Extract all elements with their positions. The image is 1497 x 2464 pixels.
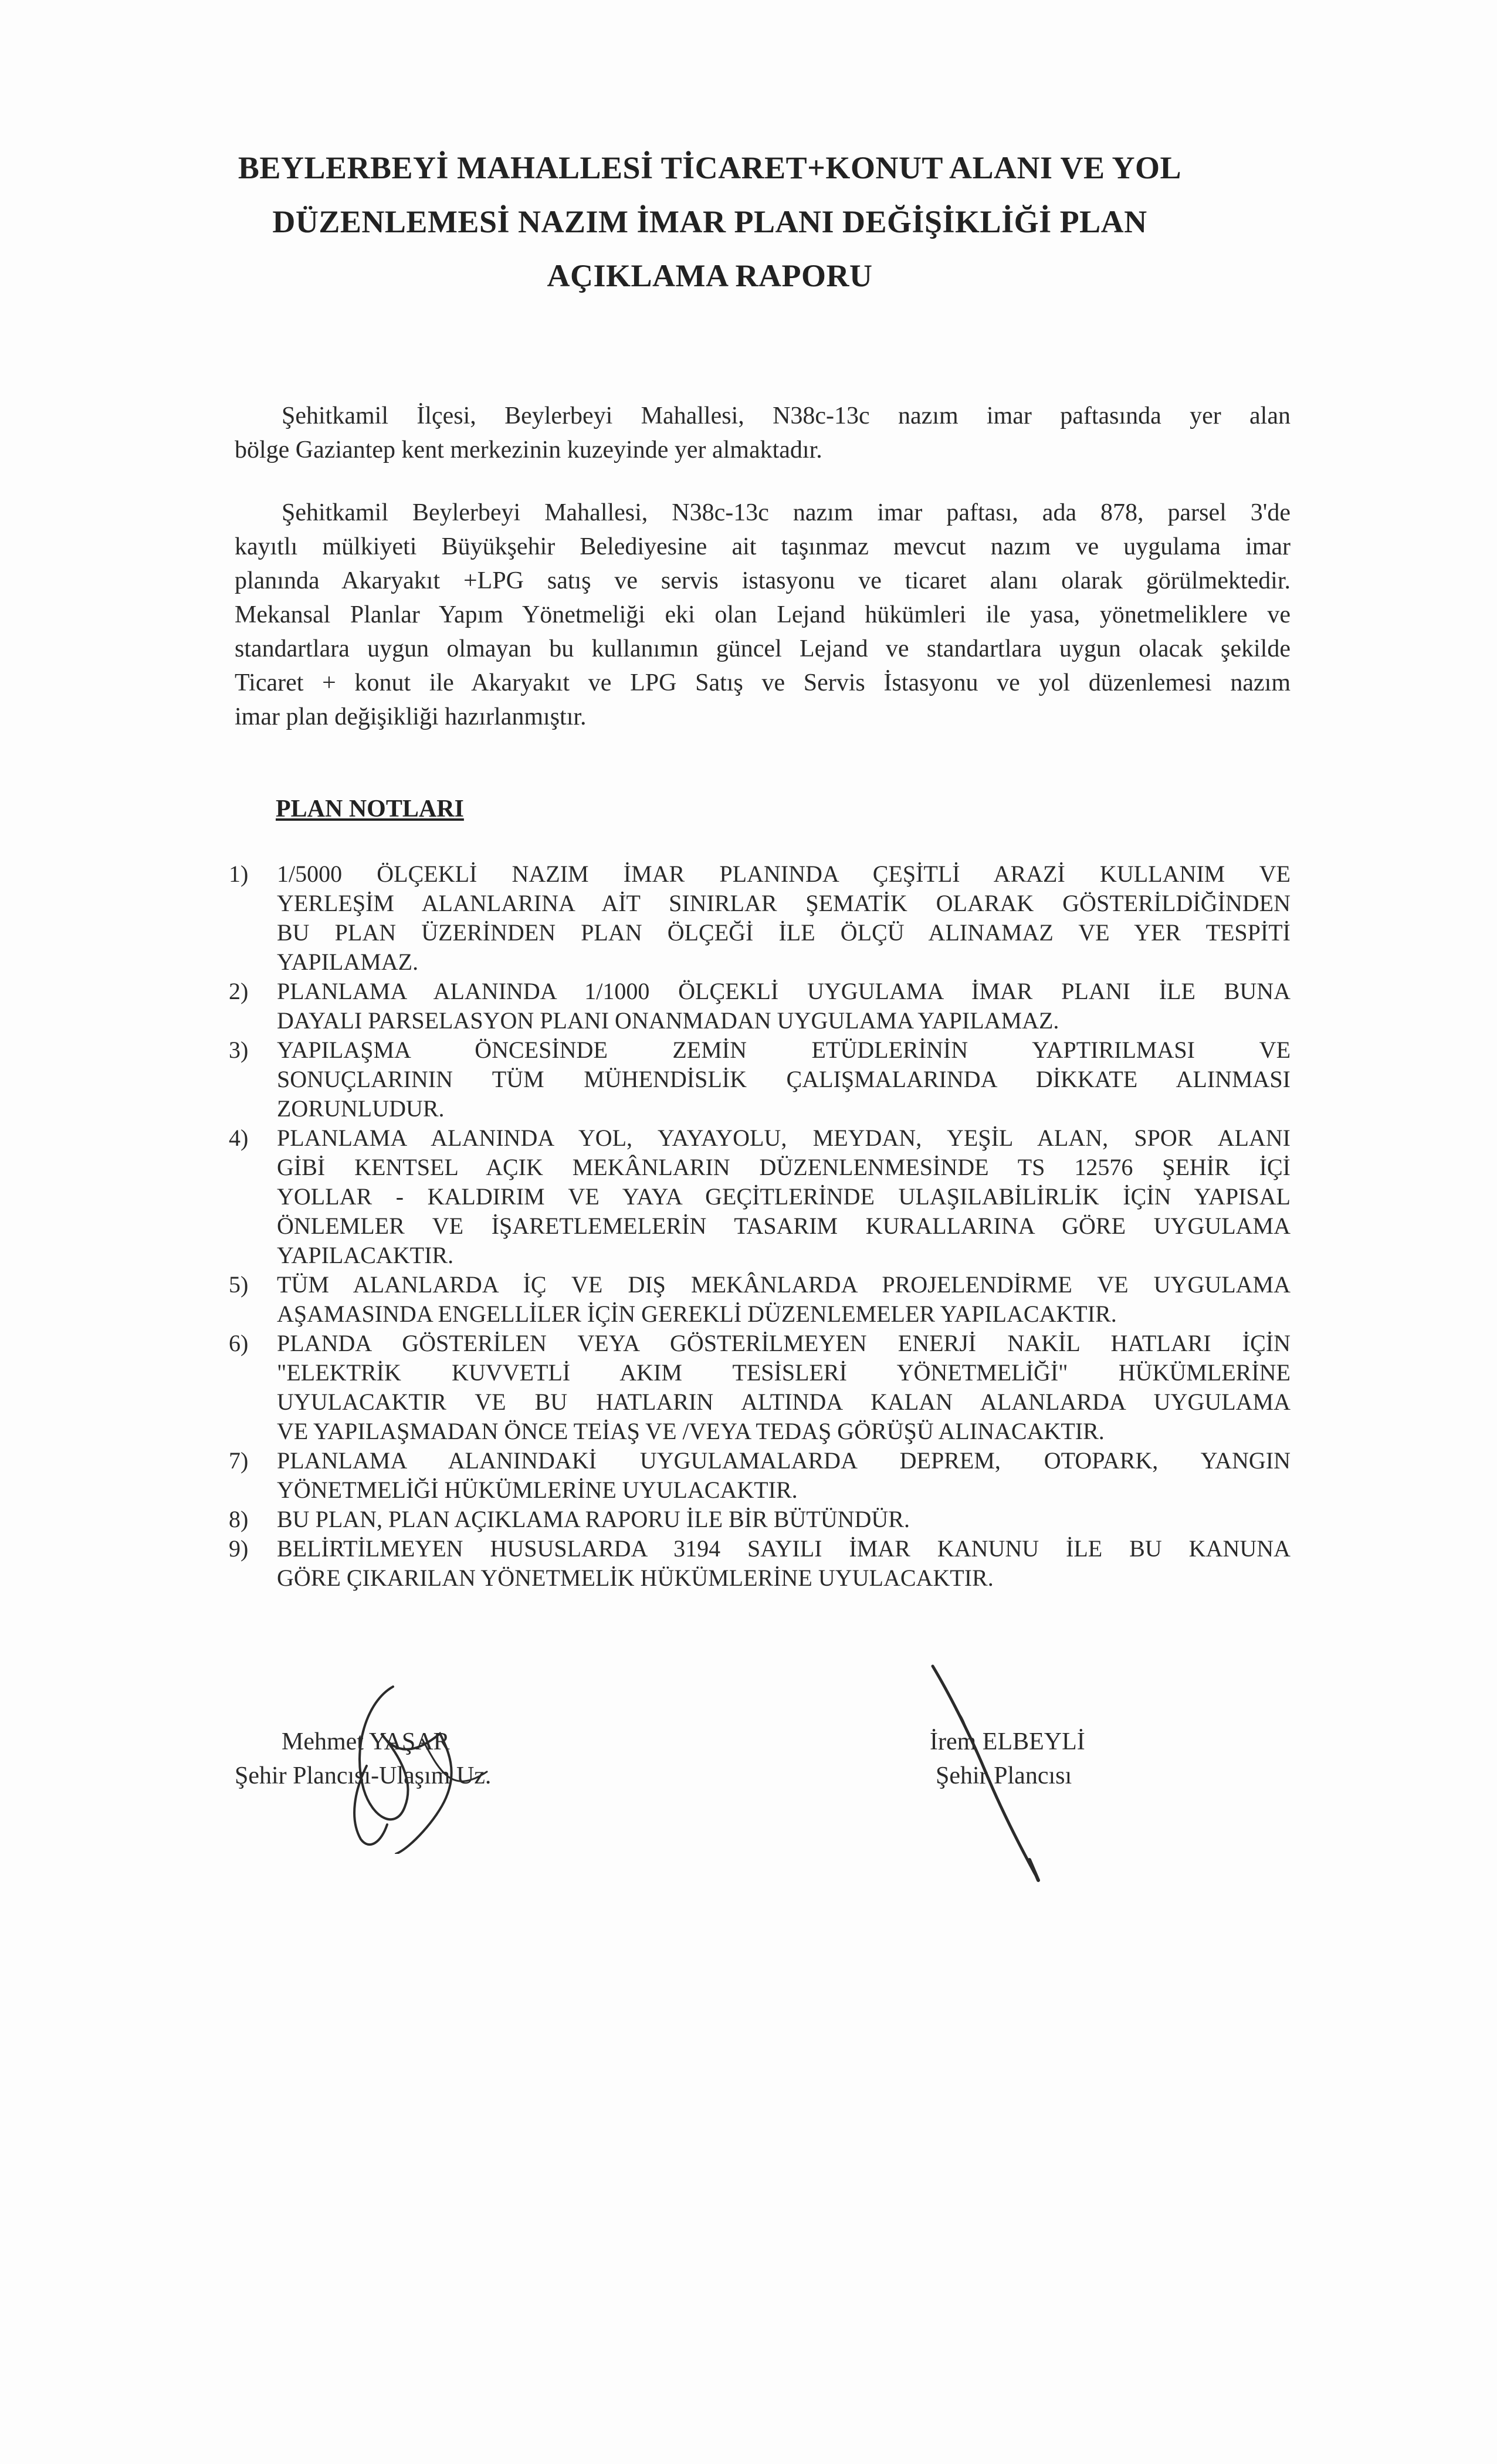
report-title-line-1: BEYLERBEYİ MAHALLESİ TİCARET+KONUT ALANI VE YOL xyxy=(238,150,1182,185)
plan-note-line: GİBİ KENTSEL AÇIK MEKÂNLARIN DÜZENLENMESİNDE TS 12576 ŞEHİR İÇİ xyxy=(277,1154,1291,1180)
plan-note-item xyxy=(229,1446,1291,1505)
description-paragraph-line: kayıtlı mülkiyeti Büyükşehir Belediyesine ait taşınmaz mevcut nazım ve uygulama imar xyxy=(235,533,1291,560)
plan-note-line: BU PLAN, PLAN AÇIKLAMA RAPORU İLE BİR BÜTÜNDÜR. xyxy=(277,1506,910,1532)
plan-note-line: YÖNETMELİĞİ HÜKÜMLERİNE UYULACAKTIR. xyxy=(277,1477,798,1503)
intro-paragraph-line: bölge Gaziantep kent merkezinin kuzeyinde yer almaktadır. xyxy=(235,436,822,463)
plan-note-item xyxy=(229,1505,1291,1534)
plan-note-line: BU PLAN ÜZERİNDEN PLAN ÖLÇEĞİ İLE ÖLÇÜ ALINAMAZ VE YER TESPİTİ xyxy=(277,919,1291,946)
plan-note-line: AŞAMASINDA ENGELLİLER İÇİN GEREKLİ DÜZENLEMELER YAPILACAKTIR. xyxy=(277,1301,1117,1327)
plan-note-line: UYULACAKTIR VE BU HATLARIN ALTINDA KALAN ALANLARDA UYGULAMA xyxy=(277,1389,1291,1415)
description-paragraph xyxy=(235,496,1291,734)
handwritten-signature-right xyxy=(915,1660,1068,1883)
plan-note-line: YAPILAŞMA ÖNCESİNDE ZEMİN ETÜDLERİNİN YAPTIRILMASI VE xyxy=(277,1037,1291,1063)
plan-notes-list xyxy=(229,859,1291,1593)
plan-note-line: BELİRTİLMEYEN HUSUSLARDA 3194 SAYILI İMAR KANUNU İLE BU KANUNA xyxy=(277,1535,1291,1562)
plan-note-item xyxy=(229,1270,1291,1329)
plan-note-line: PLANLAMA ALANINDA 1/1000 ÖLÇEKLİ UYGULAMA İMAR PLANI İLE BUNA xyxy=(277,978,1291,1004)
signatory-title: Şehir Plancısı xyxy=(936,1762,1072,1789)
plan-note-line: YOLLAR - KALDIRIM VE YAYA GEÇİTLERİNDE ULAŞILABİLİRLİK İÇİN YAPISAL xyxy=(277,1183,1291,1210)
report-title xyxy=(176,141,1244,303)
plan-note-number: 7) xyxy=(229,1447,249,1474)
plan-note-line: VE YAPILAŞMADAN ÖNCE TEİAŞ VE /VEYA TEDAŞ GÖRÜŞÜ ALINACAKTIR. xyxy=(277,1418,1105,1444)
intro-paragraph xyxy=(235,399,1291,467)
description-paragraph-line: standartlara uygun olmayan bu kullanımın güncel Lejand ve standartlara uygun olacak şekilde xyxy=(235,635,1291,662)
plan-notes-heading: PLAN NOTLARI xyxy=(276,796,464,823)
handwritten-signature-left xyxy=(246,1678,551,1854)
plan-note-line: SONUÇLARININ TÜM MÜHENDİSLİK ÇALIŞMALARINDA DİKKATE ALINMASI xyxy=(277,1066,1291,1092)
report-title-line-2: DÜZENLEMESİ NAZIM İMAR PLANI DEĞİŞİKLİĞİ PLAN xyxy=(272,204,1147,239)
plan-note-item xyxy=(229,859,1291,977)
signatory-name: İrem ELBEYLİ xyxy=(930,1728,1085,1755)
description-paragraph-line: Şehitkamil Beylerbeyi Mahallesi, N38c-13c nazım imar paftası, ada 878, parsel 3'de xyxy=(282,499,1291,526)
plan-note-line: ÖNLEMLER VE İŞARETLEMELERİN TASARIM KURALLARINA GÖRE UYGULAMA xyxy=(277,1213,1291,1239)
plan-note-line: PLANDA GÖSTERİLEN VEYA GÖSTERİLMEYEN ENERJİ NAKİL HATLARI İÇİN xyxy=(277,1330,1291,1356)
plan-note-line: DAYALI PARSELASYON PLANI ONANMADAN UYGULAMA YAPILAMAZ. xyxy=(277,1007,1059,1034)
plan-note-number: 1) xyxy=(229,861,249,887)
plan-note-item xyxy=(229,1329,1291,1446)
plan-note-item xyxy=(229,1035,1291,1123)
plan-note-number: 9) xyxy=(229,1535,249,1562)
description-paragraph-line: Ticaret + konut ile Akaryakıt ve LPG Satış ve Servis İstasyonu ve yol düzenlemesi nazım xyxy=(235,669,1291,696)
description-paragraph-line: Mekansal Planlar Yapım Yönetmeliği eki olan Lejand hükümleri ile yasa, yönetmeliklere ve xyxy=(235,601,1291,628)
plan-note-item xyxy=(229,1123,1291,1270)
plan-note-number: 8) xyxy=(229,1506,249,1532)
plan-note-number: 3) xyxy=(229,1037,249,1063)
plan-note-item xyxy=(229,1534,1291,1593)
plan-note-line: GÖRE ÇIKARILAN YÖNETMELİK HÜKÜMLERİNE UYULACAKTIR. xyxy=(277,1565,994,1591)
plan-note-line: YERLEŞİM ALANLARINA AİT SINIRLAR ŞEMATİK OLARAK GÖSTERİLDİĞİNDEN xyxy=(277,890,1291,916)
plan-note-line: 1/5000 ÖLÇEKLİ NAZIM İMAR PLANINDA ÇEŞİTLİ ARAZİ KULLANIM VE xyxy=(277,861,1291,887)
report-title-line-3: AÇIKLAMA RAPORU xyxy=(547,258,873,293)
plan-note-line: YAPILAMAZ. xyxy=(277,949,419,975)
signatory-name: Mehmet YAŞAR xyxy=(282,1728,450,1755)
plan-note-line: TÜM ALANLARDA İÇ VE DIŞ MEKÂNLARDA PROJELENDİRME VE UYGULAMA xyxy=(277,1271,1291,1298)
description-paragraph-line: planında Akaryakıt +LPG satış ve servis istasyonu ve ticaret alanı olarak görülmektedir. xyxy=(235,567,1291,594)
intro-paragraph-line: Şehitkamil İlçesi, Beylerbeyi Mahallesi, N38c-13c nazım imar paftasında yer alan xyxy=(282,402,1291,429)
description-paragraph-line: imar plan değişikliği hazırlanmıştır. xyxy=(235,703,587,730)
signatory-title: Şehir Plancısı-Ulaşım Uz. xyxy=(235,1762,492,1789)
plan-note-line: PLANLAMA ALANINDA YOL, YAYAYOLU, MEYDAN, YEŞİL ALAN, SPOR ALANI xyxy=(277,1125,1291,1151)
plan-note-line: YAPILACAKTIR. xyxy=(277,1242,454,1268)
plan-note-line: "ELEKTRİK KUVVETLİ AKIM TESİSLERİ YÖNETMELİĞİ" HÜKÜMLERİNE xyxy=(277,1359,1291,1386)
plan-note-number: 5) xyxy=(229,1271,249,1298)
plan-note-number: 6) xyxy=(229,1330,249,1356)
plan-note-number: 2) xyxy=(229,978,249,1004)
plan-note-line: PLANLAMA ALANINDAKİ UYGULAMALARDA DEPREM, OTOPARK, YANGIN xyxy=(277,1447,1291,1474)
plan-note-line: ZORUNLUDUR. xyxy=(277,1095,445,1122)
plan-note-item xyxy=(229,977,1291,1035)
plan-note-number: 4) xyxy=(229,1125,249,1151)
